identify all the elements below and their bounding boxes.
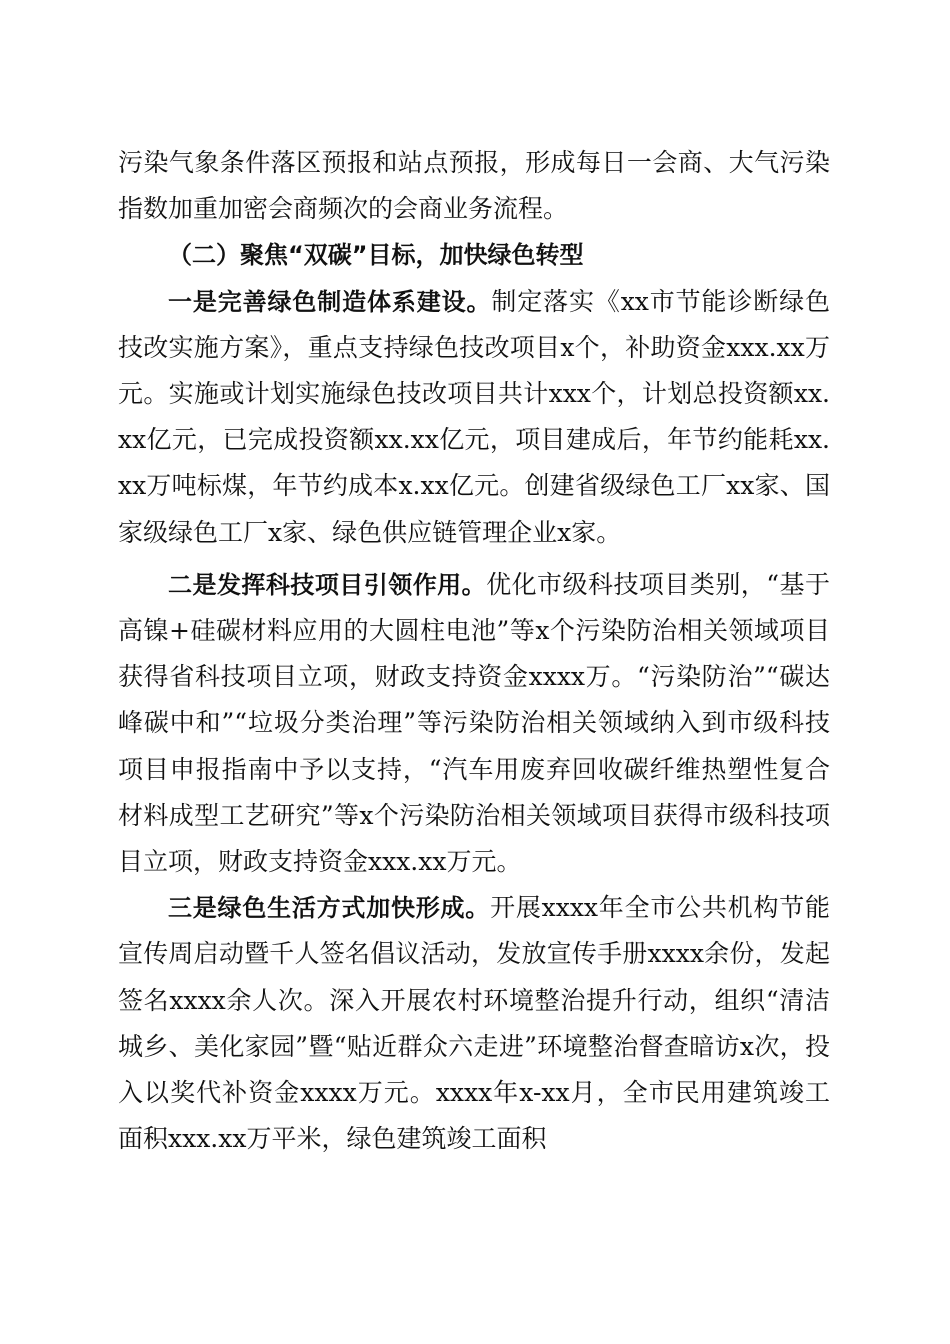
paragraph-green-manufacturing [118,279,830,556]
paragraph-tech-projects [118,562,830,885]
paragraph-lead: 三是绿色生活方式加快形成。 [168,894,491,923]
paragraph-lead: 二是发挥科技项目引领作用。 [168,570,487,599]
paragraph-text: 开展xxxx年全市公共机构节能宣传周启动暨千人签名倡议活动，发放宣传手册xxxx余份，发起签名xxxx余人次。深入开展农村环境整治提升行动，组织“清洁城乡、美化家园”暨“贴近群众六走进”环境整治督查暗访x次，投入以奖代补资金xxxx万元。xxxx年x-xx月，全市民用建筑竣工面积xxx.xx万平米，绿色建筑竣工面积 [118,893,830,1154]
paragraph-text: 优化市级科技项目类别，“基于高镍+硅碳材料应用的大圆柱电池”等x个污染防治相关领域项目获得省科技项目立项，财政支持资金xxxx万。“污染防治”“碳达峰碳中和”“垃圾分类治理”等污染防治相关领域纳入到市级科技项目申报指南中予以支持，“汽车用废弃回收碳纤维热塑性复合材料成型工艺研究”等x个污染防治相关领域项目获得市级科技项目立项，财政支持资金xxx.xx万元。 [118,569,830,877]
paragraph-text: 制定落实《xx市节能诊断绿色技改实施方案》，重点支持绿色技改项目x个，补助资金xxx.xx万元。实施或计划实施绿色技改项目共计xxx个，计划总投资额xx.xx亿元，已完成投资额xx.xx亿元，项目建成后，年节约能耗xx.xx万吨标煤，年节约成本x.xx亿元。创建省级绿色工厂xx家、国家级绿色工厂x家、绿色供应链管理企业x家。 [118,286,831,547]
section-heading: （二）聚焦“双碳”目标，加快绿色转型 [168,241,584,270]
paragraph-continuation: 污染气象条件落区预报和站点预报，形成每日一会商、大气污染指数加重加密会商频次的会商业务流程。 [118,148,830,224]
document-body [118,140,830,1162]
paragraph-green-lifestyle [118,885,830,1162]
paragraph-lead: 一是完善绿色制造体系建设。 [168,287,492,316]
